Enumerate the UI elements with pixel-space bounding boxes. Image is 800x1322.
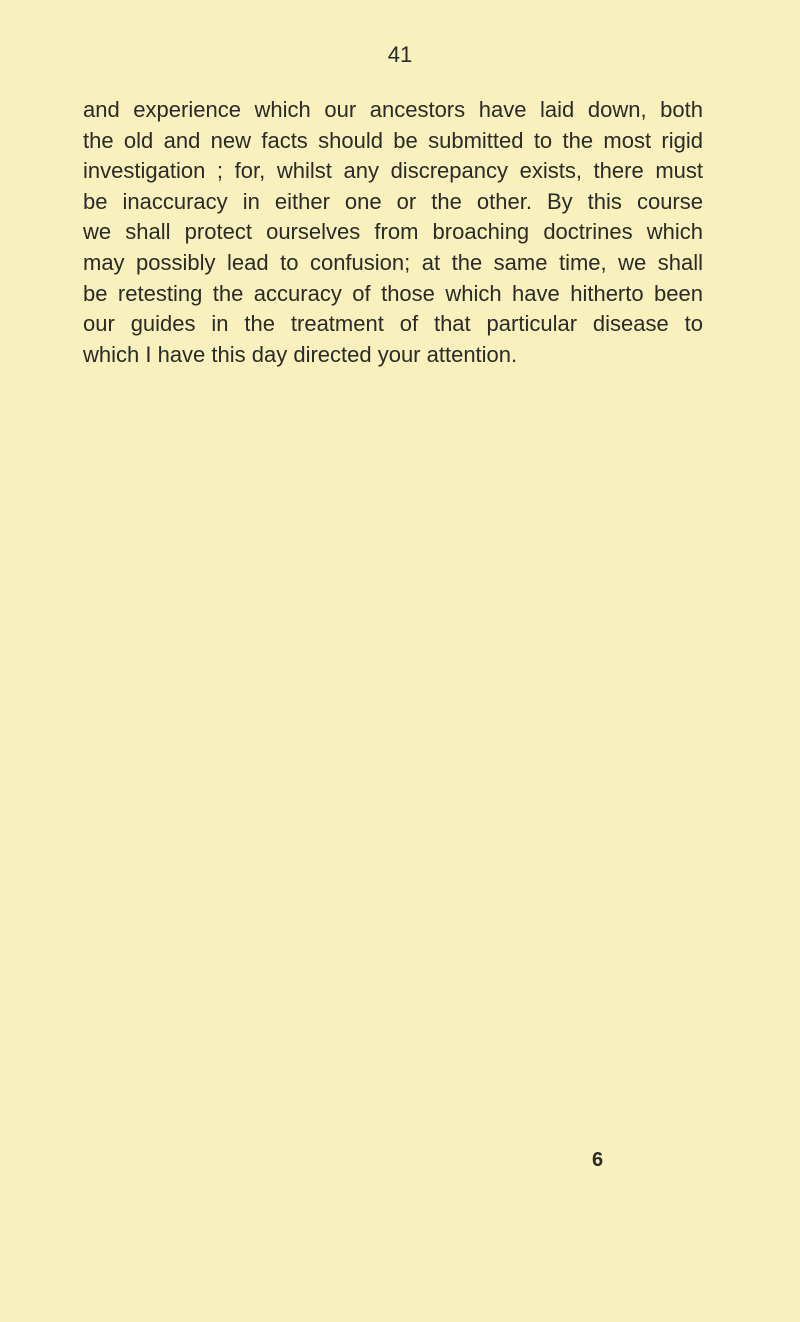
text-line: we shall protect ourselves from broaching doctrines which: [83, 219, 703, 245]
body-paragraph: [83, 95, 703, 370]
text-line: be retesting the accuracy of those which have hitherto been: [83, 280, 703, 306]
signature-mark: 6: [592, 1149, 604, 1171]
text-line: investigation ; for, whilst any discrepancy exists, there must: [83, 158, 703, 184]
page-number: 41: [387, 42, 413, 67]
text-line: and experience which our ancestors have laid down, both: [83, 97, 703, 122]
text-line: the old and new facts should be submitted to the most rigid: [83, 127, 703, 153]
text-line: our guides in the treatment of that particular disease to: [83, 311, 703, 337]
text-line: may possibly lead to confusion; at the same time, we shall: [83, 249, 703, 275]
text-line: be inaccuracy in either one or the other. By this course: [83, 188, 703, 214]
text-line: which I have this day directed your attention.: [83, 341, 518, 367]
